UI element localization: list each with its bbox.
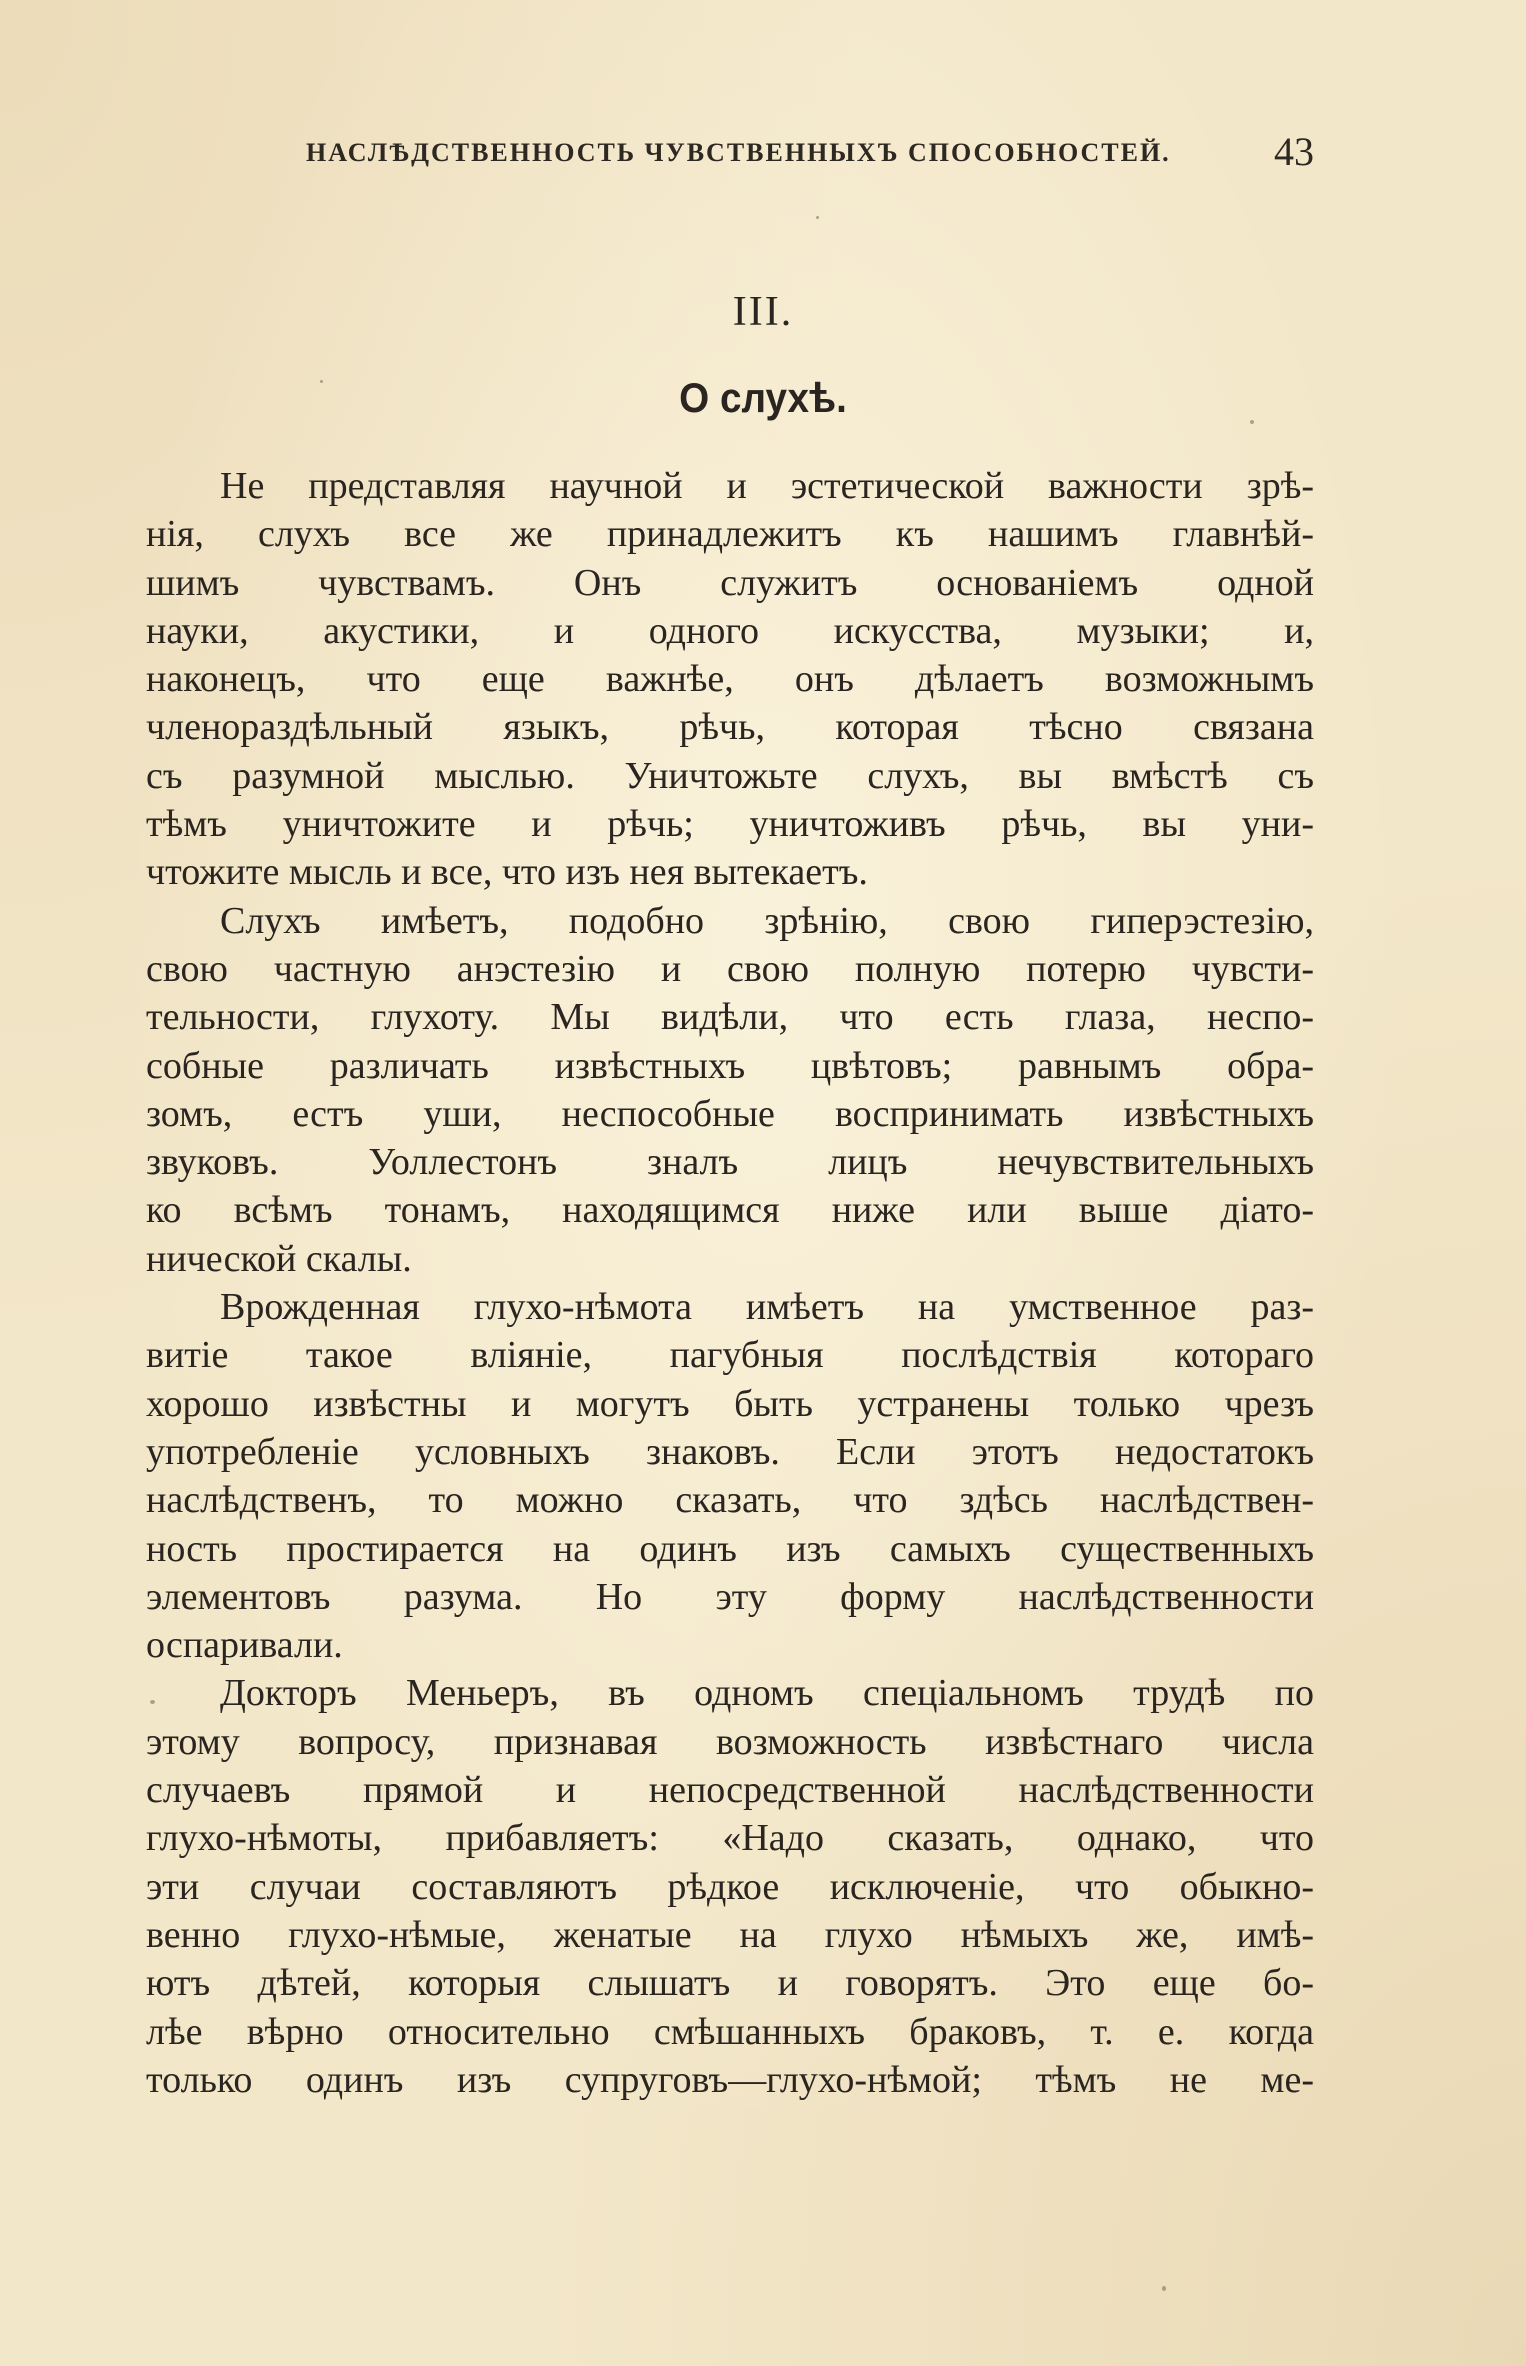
text-line: нической скалы. <box>146 1237 412 1280</box>
text-line: венно глухо-нѣмые, женатые на глухо нѣмыхъ же, имѣ- <box>146 1913 1314 1956</box>
running-header <box>146 128 1314 178</box>
text-line: Слухъ имѣетъ, подобно зрѣнію, свою гиперэстезію, <box>220 899 1314 942</box>
text-line: случаевъ прямой и непосредственной наслѣдственности <box>146 1769 1314 1812</box>
text-line: глухо-нѣмоты, прибавляетъ: «Надо сказать, однако, что <box>146 1817 1314 1860</box>
text-line: употребленіе условныхъ знаковъ. Если этотъ недостатокъ <box>146 1430 1314 1473</box>
text-line: Не представляя научной и эстетической важности зрѣ- <box>220 465 1314 507</box>
text-line: тѣмъ уничтожите и рѣчь; уничтоживъ рѣчь, вы уни- <box>146 803 1314 846</box>
paper-speck <box>320 380 323 383</box>
text-line: шимъ чувствамъ. Онъ служитъ основаніемъ одной <box>146 561 1314 604</box>
paper-speck <box>150 1700 155 1704</box>
text-line: ность простирается на одинъ изъ самыхъ существенныхъ <box>146 1527 1314 1570</box>
text-line: хорошо извѣстны и могутъ быть устранены только чрезъ <box>146 1382 1314 1425</box>
text-line: лѣе вѣрно относительно смѣшанныхъ браковъ, т. е. когда <box>146 2010 1314 2053</box>
text-line: нія, слухъ все же принадлежитъ къ нашимъ главнѣй- <box>146 513 1314 556</box>
text-line: элементовъ разума. Но эту форму наслѣдственности <box>146 1575 1314 1618</box>
text-line: науки, акустики, и одного искусства, музыки; и, <box>146 609 1314 652</box>
text-line: этому вопросу, признавая возможность извѣстнаго числа <box>146 1720 1314 1763</box>
text-line: наслѣдственъ, то можно сказать, что здѣсь наслѣдствен- <box>146 1479 1314 1522</box>
text-line: наконецъ, что еще важнѣе, онъ дѣлаетъ возможнымъ <box>146 658 1314 701</box>
text-line: собные различать извѣстныхъ цвѣтовъ; равнымъ обра- <box>146 1044 1314 1087</box>
page-number: 43 <box>1274 129 1314 174</box>
text-line: съ разумной мыслью. Уничтожьте слухъ, вы вмѣстѣ съ <box>146 754 1314 797</box>
paper-speck <box>1250 420 1254 424</box>
text-line: ютъ дѣтей, которыя слышатъ и говорятъ. Это еще бо- <box>146 1962 1314 2005</box>
text-line: только одинъ изъ супруговъ—глухо-нѣмой; тѣмъ не ме- <box>146 2058 1314 2101</box>
text-line: тельности, глухоту. Мы видѣли, что есть глаза, неспо- <box>146 996 1314 1039</box>
paper-speck <box>1162 2286 1166 2291</box>
text-line: Докторъ Меньеръ, въ одномъ спеціальномъ трудѣ по <box>220 1672 1314 1715</box>
chapter-title: О слухѣ. <box>679 374 847 421</box>
text-line: ко всѣмъ тонамъ, находящимся ниже или выше діато- <box>146 1189 1314 1232</box>
text-line: чтожите мысль и все, что изъ нея вытекаетъ. <box>146 851 868 894</box>
paper-speck <box>816 216 819 219</box>
text-line: оспаривали. <box>146 1624 343 1667</box>
text-line: витіе такое вліяніе, пагубныя послѣдствія котораго <box>146 1334 1314 1377</box>
text-line: членораздѣльный языкъ, рѣчь, которая тѣсно связана <box>146 706 1314 749</box>
chapter-numeral: III. <box>732 289 794 335</box>
text-line: звуковъ. Уоллестонъ зналъ лицъ нечувствительныхъ <box>146 1141 1314 1184</box>
text-line: Врожденная глухо-нѣмота имѣетъ на умственное раз- <box>220 1286 1314 1329</box>
text-line: зомъ, естъ уши, неспособные воспринимать извѣстныхъ <box>146 1092 1314 1135</box>
running-title: НАСЛѢДСТВЕННОСТЬ ЧУВСТВЕННЫХЪ СПОСОБНОСТЕЙ. <box>306 138 1171 167</box>
text-line: эти случаи составляютъ рѣдкое исключеніе, что обыкно- <box>146 1865 1314 1908</box>
text-line: свою частную анэстезію и свою полную потерю чувсти- <box>146 947 1314 990</box>
body-text <box>146 462 1314 2104</box>
